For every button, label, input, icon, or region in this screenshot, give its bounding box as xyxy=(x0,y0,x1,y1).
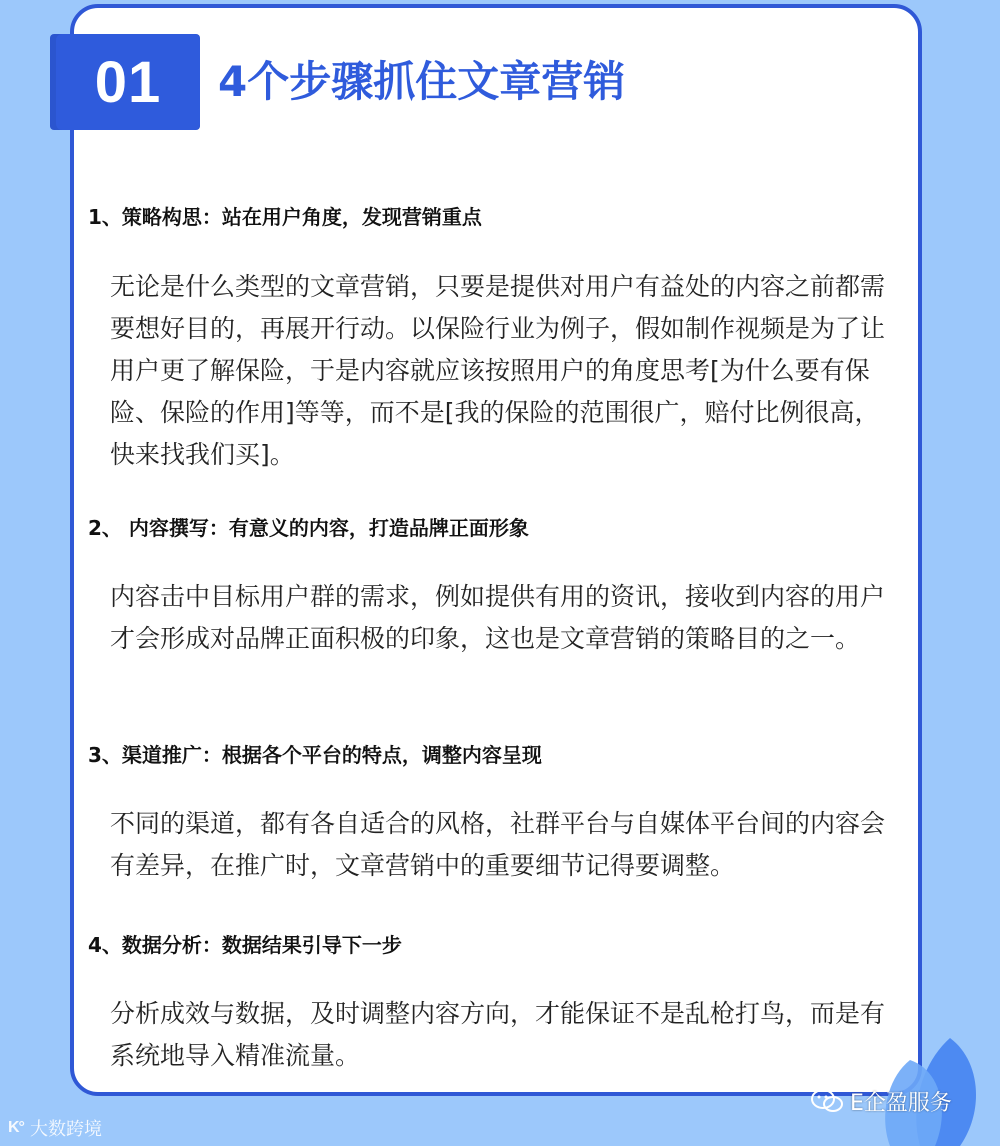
watermark-logo xyxy=(8,1114,102,1142)
section-body-3: 不同的渠道，都有各自适合的风格，社群平台与自媒体平台间的内容会有差异，在推广时，文章营销中的重要细节记得要调整。 xyxy=(110,809,886,880)
section-body-1: 无论是什么类型的文章营销，只要是提供对用户有益处的内容之前都需要想好目的，再展开行动。以保险行业为例子，假如制作视频是为了让用户更了解保险，于是内容就应该按照用户的角度思考[为什么要有保险、保险的作用]等等，而不是[我的保险的范围很广，赔付比例很高，快来找我们买]。 xyxy=(110,272,886,469)
watermark-text: 大数跨境 xyxy=(29,1119,102,1140)
section-number-badge: 01 xyxy=(56,34,200,130)
section-heading-1: 1、策略构思：站在用户角度，发现营销重点 xyxy=(88,205,482,229)
page-title: 4个步骤抓住文章营销 xyxy=(218,57,626,106)
wechat-icon xyxy=(810,1088,844,1114)
wechat-account-tag xyxy=(810,1086,952,1116)
section-heading-3: 3、渠道推广：根据各个平台的特点，调整内容呈现 xyxy=(88,743,542,767)
watermark-mark: K° xyxy=(8,1119,24,1136)
wechat-account-name: E企盈服务 xyxy=(850,1090,952,1116)
section-body-2: 内容击中目标用户群的需求，例如提供有用的资讯，接收到内容的用户才会形成对品牌正面积极的印象，这也是文章营销的策略目的之一。 xyxy=(110,582,886,653)
section-body-4: 分析成效与数据，及时调整内容方向，才能保证不是乱枪打鸟，而是有系统地导入精准流量。 xyxy=(110,999,886,1070)
section-heading-2: 2、 内容撰写：有意义的内容，打造品牌正面形象 xyxy=(88,516,529,540)
section-heading-4: 4、数据分析：数据结果引导下一步 xyxy=(88,933,402,957)
